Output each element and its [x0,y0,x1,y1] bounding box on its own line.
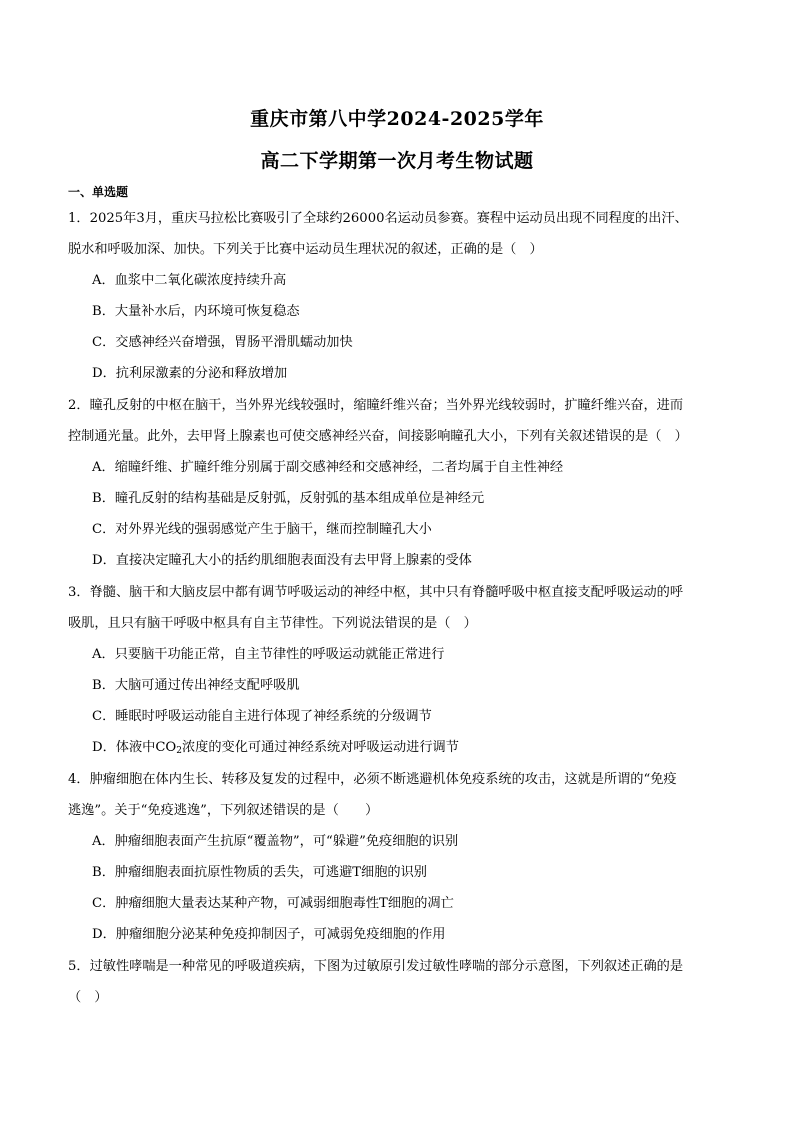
question-1-option-b: B．大量补水后，内环境可恢复稳态 [92,304,300,319]
question-4-option-a: A．肿瘤细胞表面产生抗原“覆盖物”，可“躲避”免疫细胞的识别 [92,834,459,849]
question-1-stem-line-1: 1．2025年3月，重庆马拉松比赛吸引了全球约26000名运动员参赛。赛程中运动员出现不同程度的出汗、 [68,211,688,226]
question-1-option-c: C．交感神经兴奋增强，胃肠平滑肌蠕动加快 [92,335,353,350]
question-4-option-c: C．肿瘤细胞大量表达某种产物，可减弱细胞毒性T细胞的凋亡 [92,896,454,911]
question-2-stem-line-1: 2．瞳孔反射的中枢在脑干，当外界光线较强时，缩瞳纤维兴奋；当外界光线较弱时，扩瞳纤维兴奋，进而 [68,398,684,413]
question-4-stem-line-2: 逃逸”。关于“免疫逃逸”，下列叙述错误的是（ ） [68,803,379,818]
question-3-option-c: C．睡眠时呼吸运动能自主进行体现了神经系统的分级调节 [92,709,432,724]
document-title-line-1: 重庆市第八中学2024-2025学年 [250,108,544,130]
question-3-option-d: D．体液中$CO_2$浓度的变化可通过神经系统对呼吸运动进行调节 [92,740,459,756]
question-3-stem-line-2: 吸肌，且只有脑干呼吸中枢具有自主节律性。下列说法错误的是（ ） [68,616,477,631]
question-2-stem-line-2: 控制通光量。此外，去甲肾上腺素也可使交感神经兴奋，间接影响瞳孔大小，下列有关叙述错误的是（ ） [68,429,688,444]
question-3-stem-line-1: 3．脊髓、脑干和大脑皮层中都有调节呼吸运动的神经中枢，其中只有脊髓呼吸中枢直接支配呼吸运动的呼 [68,585,684,600]
question-1-stem-line-2: 脱水和呼吸加深、加快。下列关于比赛中运动员生理状况的叙述，正确的是（ ） [68,242,543,257]
question-2-option-d: D．直接决定瞳孔大小的括约肌细胞表面没有去甲肾上腺素的受体 [92,553,472,568]
question-1-option-d: D．抗利尿激素的分泌和释放增加 [92,366,288,381]
question-2-option-a: A．缩瞳纤维、扩瞳纤维分别属于副交感神经和交感神经，二者均属于自主性神经 [92,460,564,475]
question-3-option-b: B．大脑可通过传出神经支配呼吸肌 [92,678,300,693]
question-3-option-a: A．只要脑干功能正常，自主节律性的呼吸运动就能正常进行 [92,647,445,662]
question-5-stem-line-2: （ ） [68,990,108,1005]
question-2-option-c: C．对外界光线的强弱感觉产生于脑干，继而控制瞳孔大小 [92,522,432,537]
question-4-option-d: D．肿瘤细胞分泌某种免疫抑制因子，可减弱免疫细胞的作用 [92,927,446,942]
document-title-line-2: 高二下学期第一次月考生物试题 [260,150,534,172]
question-5-stem-line-1: 5．过敏性哮喘是一种常见的呼吸道疾病，下图为过敏原引发过敏性哮喘的部分示意图，下列叙述正确的是 [68,959,684,974]
question-1-option-a: A．血浆中二氧化碳浓度持续升高 [92,273,287,288]
question-4-stem-line-1: 4．肿瘤细胞在体内生长、转移及复发的过程中，必须不断逃避机体免疫系统的攻击，这就是所谓的“免疫 [68,772,677,787]
section-heading: 一、单选题 [68,185,129,199]
question-2-option-b: B．瞳孔反射的结构基础是反射弧，反射弧的基本组成单位是神经元 [92,491,485,506]
question-4-option-b: B．肿瘤细胞表面抗原性物质的丢失，可逃避T细胞的识别 [92,865,427,880]
